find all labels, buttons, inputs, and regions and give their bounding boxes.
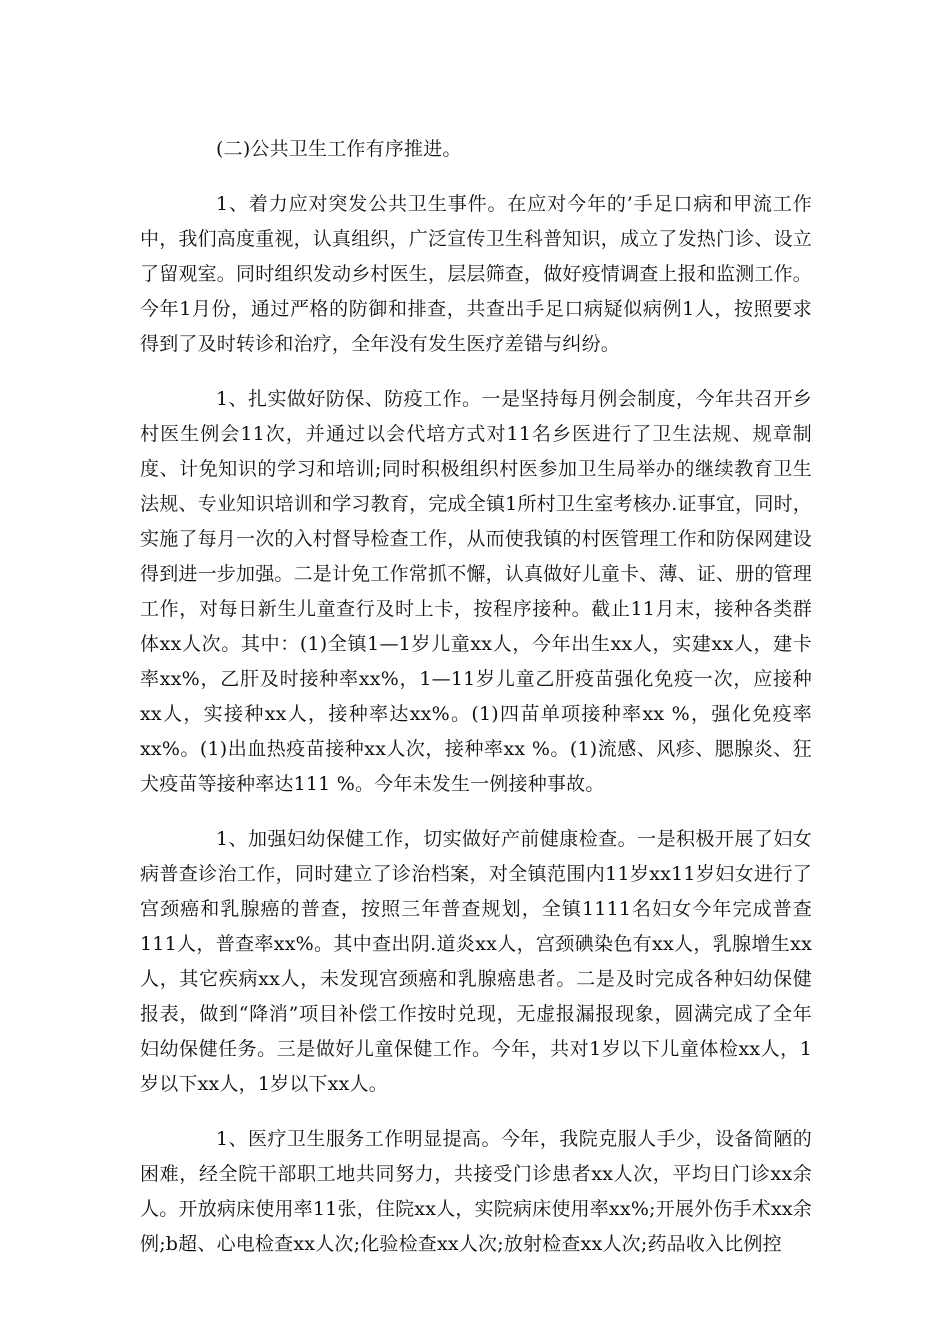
section-heading: (二)公共卫生工作有序推进。 — [216, 138, 462, 160]
document-body — [140, 132, 812, 1262]
paragraph-epidemic-prevention: 1、扎实做好防保、防疫工作。一是坚持每月例会制度，今年共召开乡村医生例会11次，并通过以会代培方式对11名乡医进行了卫生法规、规章制度、计免知识的学习和培训;同时积极组织村医参加卫生局举办的继续教育卫生法规、专业知识培训和学习教育，完成全镇1所村卫生室考核办.证事宜，同时，实施了每月一次的入村督导检查工作，从而使我镇的村医管理工作和防保网建设得到进一步加强。二是计免工作常抓不懈，认真做好儿童卡、薄、证、册的管理工作，对每日新生儿童查行及时上卡，按程序接种。截止11月末，接种各类群体xx人次。其中：(1)全镇1—1岁儿童xx人，今年出生xx人，实建xx人，建卡率xx%，乙肝及时接种率xx%，1—11岁儿童乙肝疫苗强化免疫一次，应接种xx人，实接种xx人，接种率达xx%。(1)四苗单项接种率xx %，强化免疫率xx%。(1)出血热疫苗接种xx人次，接种率xx %。(1)流感、风疹、腮腺炎、狂犬疫苗等接种率达111 %。今年未发生一例接种事故。 — [140, 388, 813, 795]
paragraph-maternal-child-health: 1、加强妇幼保健工作，切实做好产前健康检查。一是积极开展了妇女病普查诊治工作，同时建立了诊治档案，对全镇范围内11岁xx11岁妇女进行了宫颈癌和乳腺癌的普查，按照三年普查规划，全镇1111名妇女今年完成普查111人，普查率xx%。其中查出阴.道炎xx人，宫颈碘染色有xx人，乳腺增生xx人，其它疾病xx人，未发现宫颈癌和乳腺癌患者。二是及时完成各种妇幼保健报表，做到“降消”项目补偿工作按时兑现，无虚报漏报现象，圆满完成了全年妇幼保健任务。三是做好儿童保健工作。今年，共对1岁以下儿童体检xx人，1岁以下xx人，1岁以下xx人。 — [140, 828, 812, 1095]
paragraph-emergency-response: 1、着力应对突发公共卫生事件。在应对今年的’手足口病和甲流工作中，我们高度重视，认真组织，广泛宣传卫生科普知识，成立了发热门诊、设立了留观室。同时组织发动乡村医生，层层筛查，做好疫情调查上报和监测工作。今年1月份，通过严格的防御和排查，共查出手足口病疑似病例1人，按照要求得到了及时转诊和治疗，全年没有发生医疗差错与纠纷。 — [140, 193, 813, 355]
paragraph-medical-services: 1、医疗卫生服务工作明显提高。今年，我院克服人手少，设备简陋的困难，经全院干部职工地共同努力，共接受门诊患者xx人次，平均日门诊xx余人。开放病床使用率11张，住院xx人，实院病床使用率xx%;开展外伤手术xx余例;b超、心电检查xx人次;化验检查xx人次;放射检查xx人次;药品收入比例控 — [140, 1128, 812, 1255]
